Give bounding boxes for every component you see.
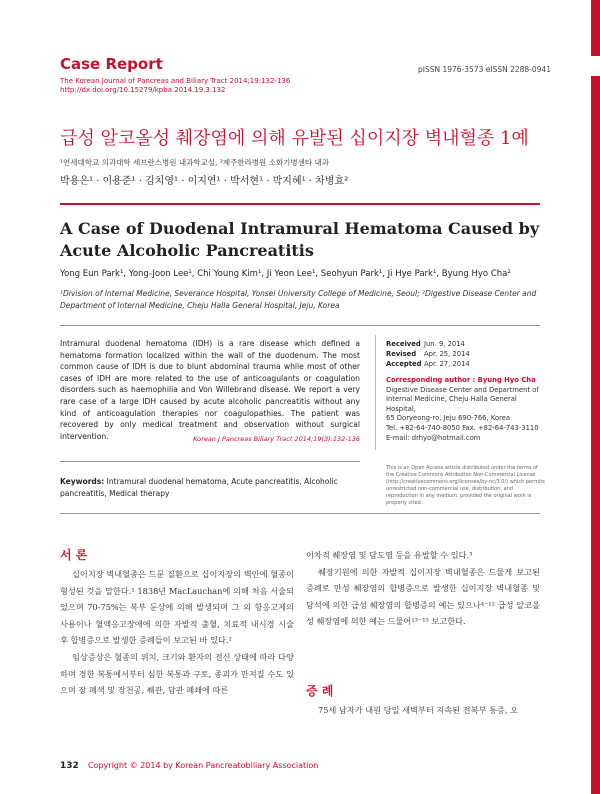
copyright: Copyright © 2014 by Korean Pancreatobiliary Association xyxy=(88,761,319,770)
intro-column xyxy=(60,566,294,699)
intro-heading: 서 론 xyxy=(60,548,88,562)
title-divider xyxy=(60,203,540,205)
abstract-bottom-rule xyxy=(60,513,540,514)
date-row: Revised Apr. 25, 2014 xyxy=(386,350,470,358)
corresponding-heading: Corresponding author : Byung Hyo Cha xyxy=(386,376,536,384)
issn-info: pISSN 1976-3573 eISSN 2288-0941 xyxy=(418,65,551,74)
date-row: Received Jun. 9, 2014 xyxy=(386,340,465,348)
keywords-text: Intramural duodenal hematoma, Acute pancreatitis, Alcoholic pancreatitis, Medical therapy xyxy=(60,477,338,498)
case-column xyxy=(306,702,540,719)
right-paragraph-2: 췌장기원에 의한 자발적 십이지장 벽내혈종은 드물게 보고된 증례로 만성 췌장염의 합병증으로 발생한 십이지장 벽내혈종 및 담석에 의한 급성 췌장염의 합병증의 예는 있으나⁴⁻¹² 급성 알코올성 췌장염에 의한 예는 드물어¹³⁻¹⁵ 보고한다. xyxy=(306,566,540,627)
license-notice: This is an Open Access article distributed under the terms of the Creative Commons Attribution Non-Commercial License (http://creativecommons.org/licenses/by-nc/3.0/) which permits unrestricted non-commercial use, distribution, and reproduction in any medium, provided the original work is properly cited. xyxy=(386,465,545,506)
english-affiliation: ¹Division of Internal Medicine, Severance Hospital, Yonsei University College of Medicine, Seoul; ²Digestive Disease Center and Department of Internal Medicine, Cheju Halla General Hospital, Jeju, Korea xyxy=(60,289,537,310)
corresponding-email[interactable]: E-mail: drhyo@hotmail.com xyxy=(386,433,481,442)
keywords-label: Keywords: xyxy=(60,477,105,486)
korean-affiliation: ¹연세대학교 의과대학 세브란스병원 내과학교실, ²제주한라병원 소화기병센타 내과 xyxy=(60,158,330,167)
sidebar-stripe xyxy=(591,0,600,794)
abstract-text: Intramural duodenal hematoma (IDH) is a rare disease which defined a hematoma formation localized within the wall of the duodenum. The most common cause of IDH is due to blunt abdominal trauma while most of other cases of IDH are more related to the use of anticoagulants or coagulation disorders such as haemophilia and Von Willebrand disease. We report a very rare case of a large IDH caused by acute alcoholic pancreatitis without any kind of anticoagulation therapies nor coagulopathies. The patient was recovered by only medical treatment and observation without surgical intervention. xyxy=(60,339,360,441)
korean-authors: 박용은¹ · 이용준¹ · 김치영¹ · 이지연¹ · 박서현¹ · 박지혜¹ · 차병효² xyxy=(60,176,349,187)
keywords xyxy=(60,476,360,499)
corresponding-line: Digestive Disease Center and Department of xyxy=(386,385,539,394)
corresponding-line: Internal Medicine, Cheju Halla General Hospital, xyxy=(386,395,517,413)
corresponding-line: 65 Doryeong-ro, Jeju 690-766, Korea xyxy=(386,414,511,423)
sidebar-tab xyxy=(591,56,600,76)
keywords-top-rule xyxy=(60,461,360,462)
journal-citation: The Korean Journal of Pancreas and Biliary Tract 2014;19:132-136 xyxy=(60,77,291,85)
english-authors: Yong Eun Park¹, Yong-Joon Lee¹, Chi Young Kim¹, Ji Yeon Lee¹, Seohyun Park¹, Ji Hye Park¹, Byung Hyo Cha² xyxy=(60,269,511,279)
abstract-citation: Korean J Pancreas Biliary Tract 2014;19(3):132-136 xyxy=(193,435,360,443)
case-paragraph-1: 75세 남자가 내원 당일 새벽부터 지속된 전복부 통증, 오 xyxy=(318,705,518,715)
intro-paragraph-1: 십이지장 벽내혈종은 드문 질환으로 십이지장의 벽안에 혈종이 형성된 것을 말한다.¹ 1838년 MacLauchan에 의해 처음 서술되었으며 70-75%는 복부 둔상에 의해 발생되며 그 외 항응고제의 사용이나 혈액응고장애에 의한 자발적 출혈, 치료적 내시경 시술 후 합병증으로 발생한 증례들이 보고된 바 있다.² xyxy=(60,569,294,646)
date-row: Accepted Apr. 27, 2014 xyxy=(386,360,470,368)
korean-title: 급성 알코올성 췌장염에 의해 유발된 십이지장 벽내혈종 1예 xyxy=(60,128,529,149)
column-divider xyxy=(375,335,376,450)
english-title: A Case of Duodenal Intramural Hematoma Caused by Acute Alcoholic Pancreatitis xyxy=(60,219,540,260)
page-number: 132 xyxy=(60,761,79,771)
right-column xyxy=(306,547,540,630)
corresponding-author xyxy=(386,376,546,443)
case-heading: 증 례 xyxy=(306,684,334,698)
intro-paragraph-2: 임상증상은 혈종의 위치, 크기와 환자의 전신 상태에 따라 다양하며 경한 복통에서부터 심한 복통과 구토, 종괴가 만져질 수도 있으며 장 폐색 및 장천공, 췌관, 담관 폐쇄에 따른 xyxy=(60,651,294,696)
abstract-top-rule xyxy=(60,325,540,326)
article-type-label: Case Report xyxy=(60,55,163,73)
corresponding-line: Tel. +82-64-740-8050 Fax. +82-64-743-3110 xyxy=(386,423,539,432)
doi-link[interactable]: http://dx.doi.org/10.15279/kpba.2014.19.3.132 xyxy=(60,86,226,94)
article-dates xyxy=(386,339,470,369)
right-paragraph-1: 이차적 췌장염 및 담도염 등을 유발할 수 있다.³ xyxy=(306,550,473,560)
